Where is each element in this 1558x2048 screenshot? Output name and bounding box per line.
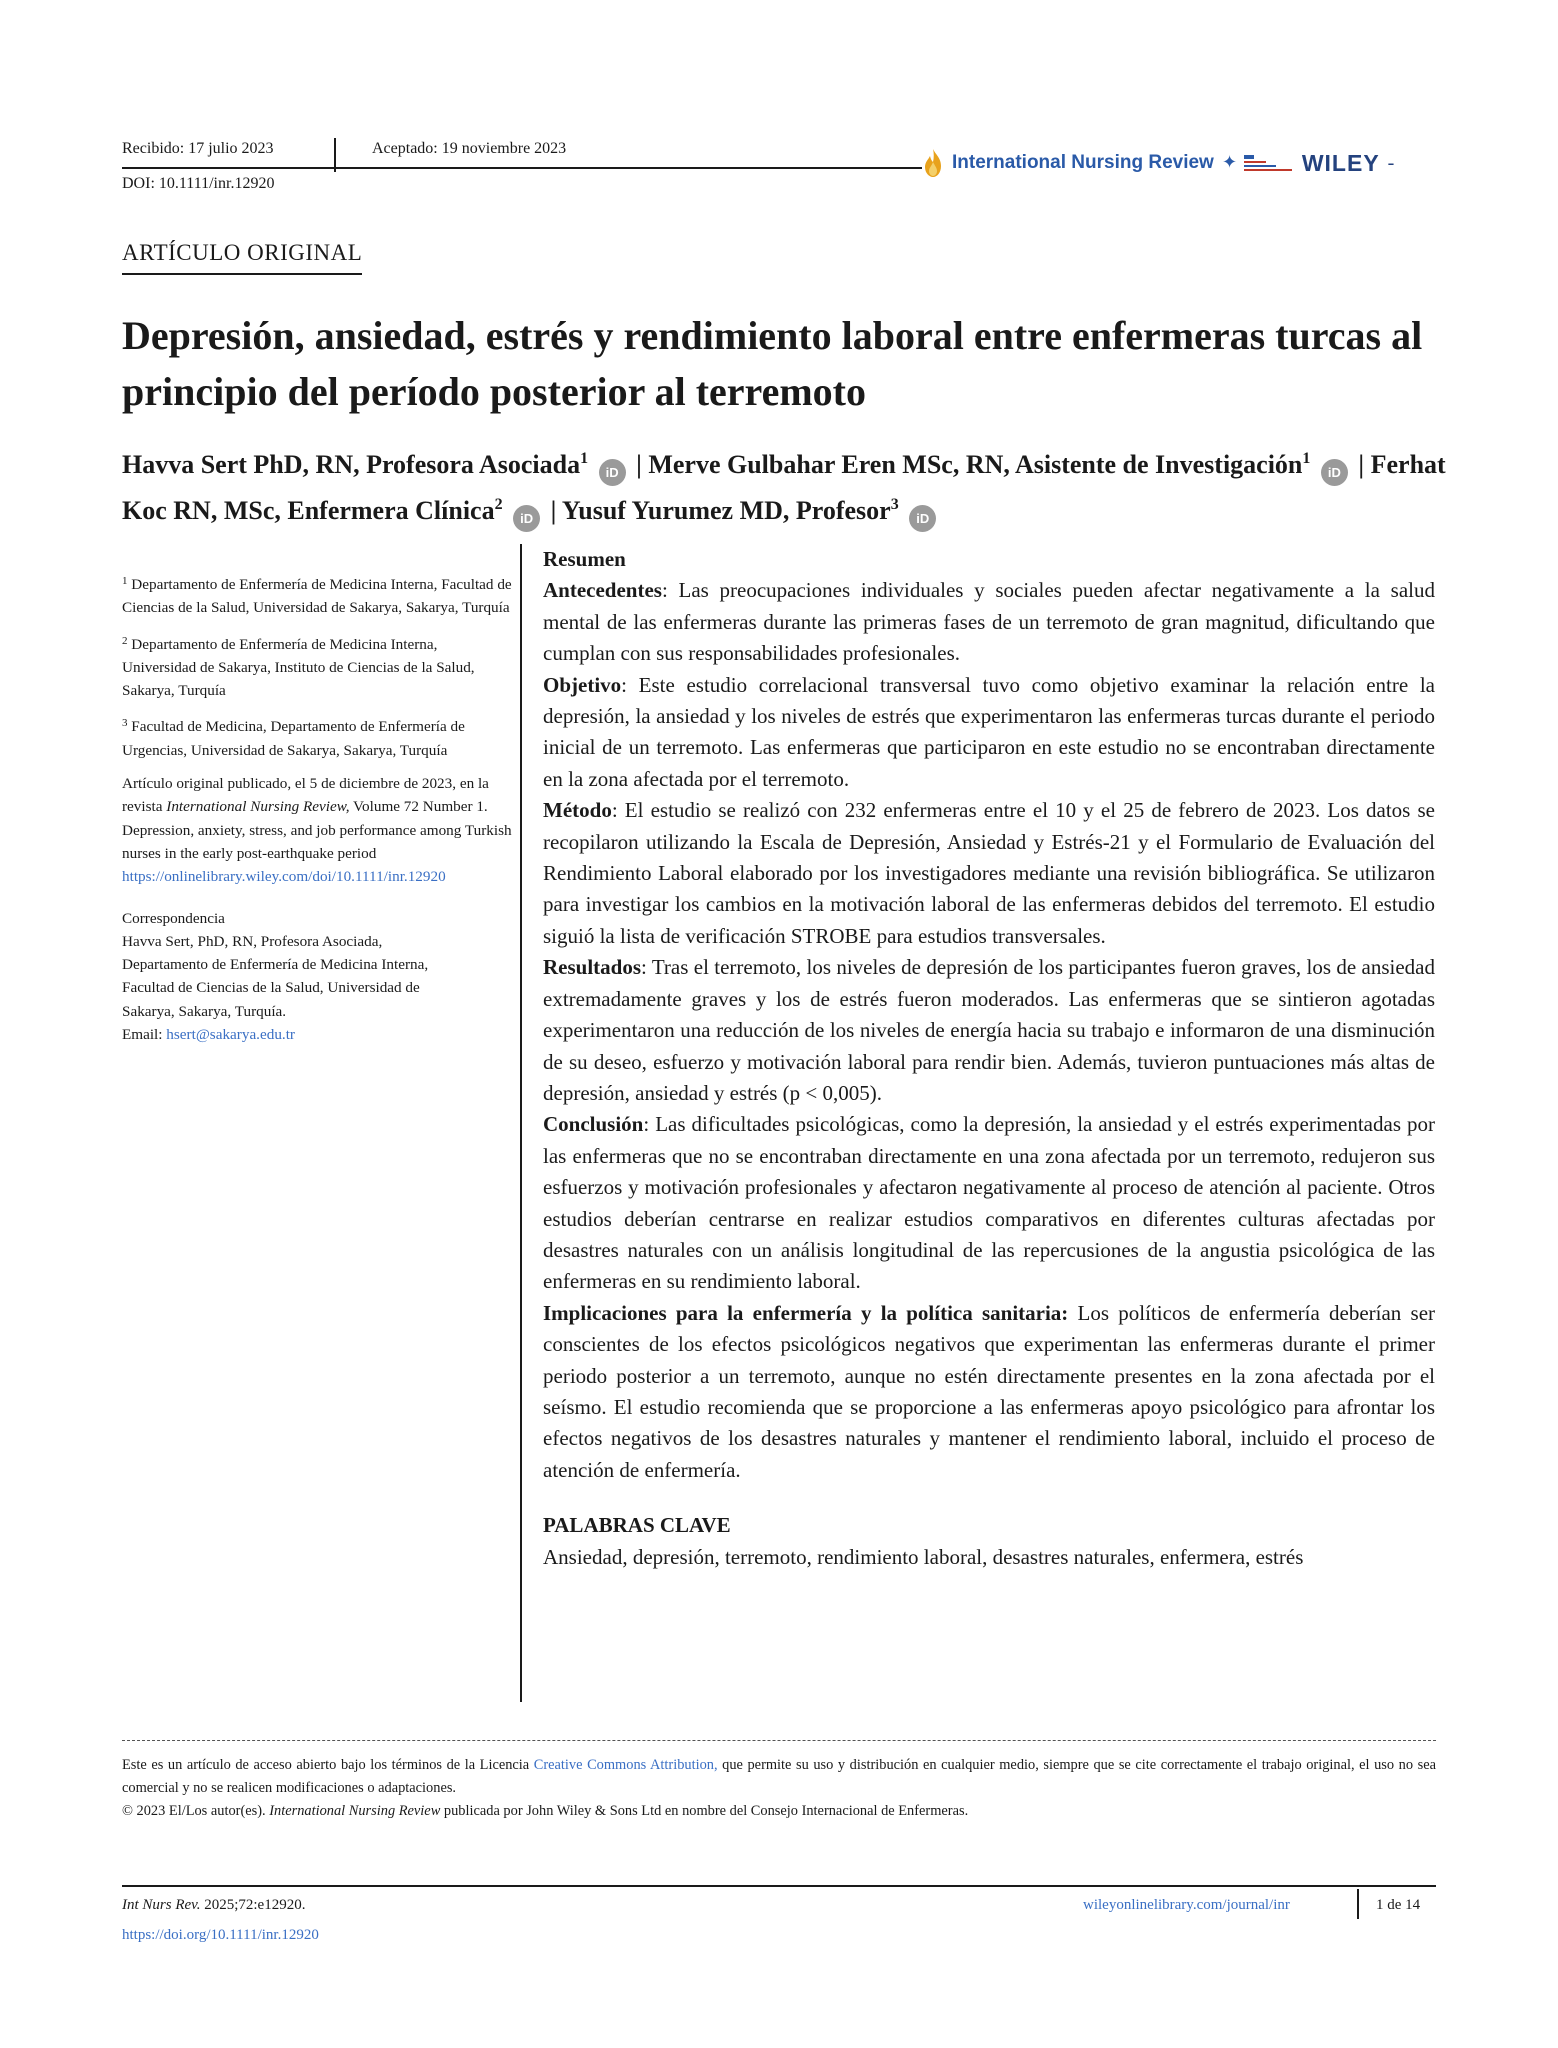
affiliation [122, 712, 512, 762]
journal-name: International Nursing Review [952, 152, 1214, 173]
section-text: Tras el terremoto, los niveles de depresión de los participantes fueron graves, los de ansiedad extremadamente graves y los de estrés fueron moderados. Las enfermeras que se sintieron agotadas experimentaron una reducción de los niveles de energía hacia su trabajo e informaron de una disminución de su deseo, esfuerzo y motivación laboral para rendir bien. Además, tuvieron puntuaciones más altas de depresión, ansiedad y estrés (p < 0,005). [543, 955, 1435, 1105]
correspondence-details [122, 930, 512, 1046]
affiliation-sup: 2 [122, 634, 128, 647]
affiliation-sup: 1 [122, 575, 128, 587]
page-number: 1 de 14 [1376, 1897, 1421, 1913]
section-label: Antecedentes [543, 578, 662, 603]
copyright-text: © 2023 El/Los autor(es). [122, 1803, 270, 1820]
abstract-section [543, 1298, 1435, 1486]
author-affiliation-sup: 2 [494, 496, 503, 513]
journal-logo [922, 148, 1394, 178]
abstract-section [543, 795, 1435, 952]
affiliation [122, 630, 512, 703]
publisher-name: WILEY [1301, 149, 1380, 176]
section-label: Objetivo [543, 672, 622, 697]
license-notice [122, 1754, 1436, 1824]
orcid-icon[interactable]: iD [1321, 459, 1348, 486]
received-date: Recibido: 17 julio 2023 [122, 140, 274, 157]
affiliation-text: Departamento de Enfermería de Medicina Interna, Universidad de Sakarya, Instituto de Ciencias de la Salud, Sakarya, Turquía [122, 635, 475, 700]
author-name: Havva Sert PhD, RN, Profesora Asociada [122, 450, 581, 479]
section-label: Conclusión [543, 1112, 644, 1137]
correspondence-line: Havva Sert, PhD, RN, Profesora Asociada, [122, 932, 383, 950]
section-sep [1068, 1301, 1077, 1325]
abstract-heading: Resumen [543, 547, 626, 571]
license-divider [122, 1740, 1436, 1741]
section-label: Resultados [543, 955, 642, 980]
publisher-dash: - [1387, 151, 1395, 174]
header-rule [122, 167, 922, 169]
author-affiliation-sup: 1 [580, 450, 589, 467]
section-text: Los políticos de enfermería deberían ser conscientes de los efectos psicológicos negativos que experimentan las enfermeras durante el primer periodo posterior a un terremoto, aunque no estén directamente presentes en la zona afectada por el seísmo. El estudio recomienda que se proporcione a las enfermeras apoyo psicológico para afrontar los efectos negativos de los desastres naturales y mantener el rendimiento laboral, incluido el proceso de atención de enfermería. [543, 1300, 1436, 1482]
section-sep: : [611, 798, 625, 823]
author-separator: | [550, 496, 562, 525]
flame-icon [922, 148, 944, 178]
license-text-part: que permite su uso y distribución en cualquier medio, siempre que se cite correctamente el trabajo original, el uso no sea comercial y no se realicen modificaciones o adaptaciones. [122, 1757, 1436, 1797]
abstract-section [543, 1109, 1435, 1297]
accepted-date: Aceptado: 19 noviembre 2023 [372, 140, 567, 157]
section-text: Este estudio correlacional transversal tuvo como objetivo examinar la relación entre la depresión, la ansiedad y los niveles de estrés que experimentaron las enfermeras turcas durante el periodo inicial de un terremoto. Las enfermeras que participaron en este estudio no se encontraban directamente en la zona afectada por el terremoto. [543, 672, 1435, 791]
affiliation [122, 570, 512, 620]
article-title: Depresión, ansiedad, estrés y rendimiento laboral entre enfermeras turcas al principio del período posterior al terremoto [122, 313, 1423, 414]
abstract-section [543, 575, 1435, 669]
affiliation-sup: 3 [122, 717, 128, 730]
email-label: Email: [122, 1026, 167, 1044]
correspondence-line: Sakarya, Sakarya, Turquía. [122, 1002, 287, 1020]
original-pub-journal: International Nursing Review, [166, 798, 350, 816]
section-text: El estudio se realizó con 232 enfermeras entre el 10 y el 25 de febrero de 2023. Los datos se recopilaron utilizando la Escala de Depresión, Ansiedad y Estrés-21 y el Formulario de Evaluación del Rendimiento Laboral elaborado por los investigadores mediante una revisión bibliográfica. Se utilizaron para investigar los cambios en la motivación laboral de las enfermeras debidos del terremoto. El estudio siguió la lista de verificación STROBE para estudios transversales. [543, 798, 1435, 948]
original-pub-text: Artículo original publicado, el 5 de diciembre de 2023, en la revista [122, 775, 489, 816]
header-doi: DOI: 10.1111/inr.12920 [122, 175, 275, 192]
footer-citation [122, 1897, 305, 1914]
orcid-icon[interactable]: iD [909, 505, 936, 532]
author-separator: | [636, 450, 649, 479]
section-sep: : [661, 578, 679, 603]
author-list [122, 440, 1462, 532]
author-affiliation-sup: 1 [1302, 450, 1311, 467]
original-pub-title: Volume 72 Number 1. Depression, anxiety, stress, and job performance among Turkish nurses in the early post-earthquake period [122, 798, 512, 862]
original-article-link[interactable]: https://onlinelibrary.wiley.com/doi/10.1111/inr.12920 [122, 868, 446, 886]
affiliation-text: Departamento de Enfermería de Medicina Interna, Facultad de Ciencias de la Salud, Universidad de Sakarya, Sakarya, Turquía [122, 576, 512, 617]
left-column [122, 570, 512, 1056]
abstract-section [543, 952, 1435, 1109]
correspondence-line: Departamento de Enfermería de Medicina Interna, [122, 956, 429, 974]
license-text [122, 1754, 1436, 1800]
affiliation-text: Facultad de Medicina, Departamento de Enfermería de Urgencias, Universidad de Sakarya, Sakarya, Turquía [122, 718, 465, 759]
original-publication-note [122, 772, 512, 888]
copyright-line [122, 1800, 1436, 1823]
orcid-icon[interactable]: iD [513, 505, 540, 532]
footer-rule [122, 1885, 1436, 1887]
correspondence-line: Facultad de Ciencias de la Salud, Universidad de [122, 979, 420, 997]
correspondence-heading: Correspondencia [122, 909, 225, 927]
orcid-icon[interactable]: iD [599, 459, 626, 486]
citation-details: 2025;72:e12920. [200, 1897, 306, 1913]
footer-divider [1357, 1889, 1359, 1919]
footer-doi-link[interactable]: https://doi.org/10.1111/inr.12920 [122, 1927, 319, 1943]
author-separator: | [1358, 450, 1371, 479]
section-text: Las dificultades psicológicas, como la depresión, la ansiedad y el estrés experimentadas por las enfermeras que no se encontraban directamente en una zona afectada por un terremoto, redujeron sus esfuerzos y motivación profesionales y afectaron negativamente al proceso de atención al paciente. Otros estudios deberían centrarse en realizar estudios comparativos en diferentes culturas afectadas por desastres naturales con un análisis longitudinal de las repercusiones de la angustia psicológica de las enfermeras en su rendimiento laboral. [543, 1112, 1435, 1294]
section-sep: : [621, 672, 639, 697]
footer-website-link[interactable]: wileyonlinelibrary.com/journal/inr [1083, 1897, 1290, 1913]
author-name: Merve Gulbahar Eren MSc, RN, Asistente de Investigación [648, 450, 1303, 479]
column-divider [520, 544, 522, 1702]
icn-logo-icon [1222, 151, 1294, 175]
section-sep: : [643, 1112, 656, 1137]
article-type: ARTÍCULO ORIGINAL [122, 240, 362, 275]
keywords-heading: PALABRAS CLAVE [543, 1513, 731, 1538]
section-label: Método [543, 798, 612, 823]
author-affiliation-sup: 3 [890, 496, 899, 513]
citation-journal: Int Nurs Rev. [122, 1897, 201, 1913]
email-link[interactable]: hsert@sakarya.edu.tr [166, 1026, 295, 1044]
abstract [543, 544, 1435, 1573]
section-sep: : [641, 955, 652, 980]
abstract-section [543, 670, 1435, 796]
section-label: Implicaciones para la enfermería y la política sanitaria: [543, 1300, 1069, 1325]
author-name: Yusuf Yurumez MD, Profesor [561, 496, 891, 525]
svg-text:✦: ✦ [1221, 152, 1237, 173]
copyright-journal: International Nursing Review [269, 1803, 441, 1820]
creative-commons-link[interactable]: Creative Commons Attribution, [533, 1757, 718, 1773]
license-text-part: Este es un artículo de acceso abierto bajo los términos de la Licencia [122, 1757, 534, 1773]
author-name: Ferhat Koc RN, MSc, Enfermera Clínica [122, 450, 1446, 525]
keywords: Ansiedad, depresión, terremoto, rendimiento laboral, desastres naturales, enfermera, estrés [543, 1544, 1304, 1569]
copyright-text: publicada por John Wiley & Sons Ltd en nombre del Consejo Internacional de Enfermeras. [440, 1803, 969, 1820]
section-text: Las preocupaciones individuales y sociales pueden afectar negativamente a la salud mental de las enfermeras durante las primeras fases de un terremoto de gran magnitud, dificultando que cumplan con sus responsabilidades profesionales. [543, 578, 1435, 666]
